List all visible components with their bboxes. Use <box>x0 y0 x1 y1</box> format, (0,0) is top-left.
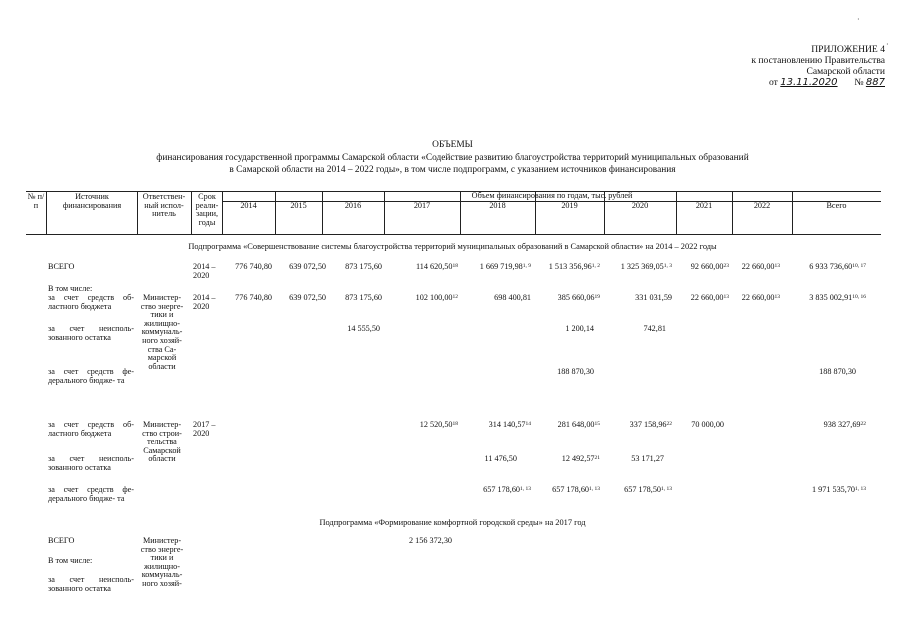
regional-cell-1-value: 639 072,50 <box>289 293 326 302</box>
federal2-cell-2-value: 657 178,50 <box>624 485 661 494</box>
sub2-total-label: ВСЕГО <box>48 536 75 545</box>
unused2-label: за счет неисполь- зованного остатка <box>48 454 134 472</box>
responsible-1: Министер- ство энерге- тики и жилищно- коммуналь- ного хозяй- ства Са- марской области <box>140 293 184 371</box>
from-label: от <box>769 77 778 88</box>
regional-cell-7-footnote: 13 <box>723 294 729 300</box>
federal-2019: 188 870,30 <box>557 367 594 376</box>
regional-cell-2-value: 873 175,60 <box>345 293 382 302</box>
federal-total: 188 870,30 <box>819 367 856 376</box>
regional-cell-5-footnote: 19 <box>594 294 600 300</box>
unused-2019: 1 200,14 <box>565 324 594 333</box>
total-cell-0-value: 776 740,80 <box>235 262 272 271</box>
federal2-label: за счет средств фе- дерального бюдже- та <box>48 485 134 503</box>
header-year-2018: 2018 <box>489 201 506 210</box>
total-cell-3 <box>374 263 458 272</box>
total-cell-4-value: 1 669 719,98 <box>479 262 523 271</box>
total-term: 2014 – 2020 <box>193 262 216 280</box>
regional-cell-4-value: 698 400,81 <box>494 293 531 302</box>
federal2-cell-3 <box>776 486 866 495</box>
federal2-cell-1-footnote: 1, 13 <box>589 486 600 492</box>
sub2-unused-label: за счет неисполь- зованного остатка <box>48 575 134 593</box>
federal2-cell-3-footnote: 1, 13 <box>855 486 866 492</box>
regional2-cell-1-footnote: 14 <box>525 421 531 427</box>
sub2-including-label: В том числе: <box>48 556 93 565</box>
header-group: Объем финансирования по годам, тыс. рублей <box>471 191 633 200</box>
regional-cell-0-value: 776 740,80 <box>235 293 272 302</box>
table-header <box>26 191 881 235</box>
scan-speck: · <box>857 15 860 24</box>
regional-cell-9-footnote: 10, 16 <box>852 294 866 300</box>
total-cell-9-footnote: 10, 17 <box>852 263 866 269</box>
header-source: Источник финансирования <box>62 192 122 210</box>
regional-cell-3 <box>374 294 458 303</box>
federal2-cell-2-footnote: 1, 13 <box>661 486 672 492</box>
regional2-label: за счет средств об- ластного бюджета <box>48 420 134 438</box>
total-cell-7-value: 92 660,00 <box>690 262 724 271</box>
regional2-cell-4-value: 70 000,00 <box>691 420 724 429</box>
doc-subtitle-1: финансирования государственной программы Самарской области «Содействие развитию благоустройства территорий муниципальных образований <box>156 153 749 163</box>
number-label: № <box>854 77 864 88</box>
unused-2020: 742,81 <box>643 324 666 333</box>
appendix-line3: Самарской области <box>806 66 885 77</box>
unused2-cell-2-value: 53 171,27 <box>631 454 664 463</box>
regional-cell-6-value: 331 031,59 <box>635 293 672 302</box>
regional2-cell-3-footnote: 22 <box>666 421 672 427</box>
regional2-cell-5-value: 938 327,69 <box>823 420 861 429</box>
header-total: Всего <box>826 201 847 210</box>
total-cell-6-footnote: 1, 3 <box>663 263 672 269</box>
appendix-block <box>751 44 885 88</box>
unused2-cell-1-footnote: 21 <box>594 455 600 461</box>
regional2-cell-3-value: 337 158,96 <box>629 420 667 429</box>
regional-cell-7-value: 22 660,00 <box>690 293 724 302</box>
header-year-2015: 2015 <box>290 201 307 210</box>
decree-number: 887 <box>865 77 885 88</box>
regional2-cell-1-value: 314 140,57 <box>488 420 526 429</box>
regional-cell-2 <box>298 294 382 303</box>
regional-cell-5-value: 385 660,06 <box>557 293 595 302</box>
regional2-cell-0-footnote: 18 <box>452 421 458 427</box>
regional-cell-8-footnote: 13 <box>774 294 780 300</box>
federal2-cell-1-value: 657 178,60 <box>552 485 589 494</box>
regional-cell-9 <box>782 294 866 303</box>
regional-cell-8 <box>696 294 780 303</box>
total-cell-1-value: 639 072,50 <box>289 262 326 271</box>
subprogram-2-title: Подпрограмма «Формирование комфортной городской среды» на 2017 год <box>319 518 586 527</box>
regional-cell-3-value: 102 100,00 <box>415 293 453 302</box>
doc-title: ОБЪЕМЫ <box>432 140 473 150</box>
regional2-cell-5 <box>782 421 866 430</box>
regional2-cell-0-value: 12 520,50 <box>419 420 453 429</box>
regional2-cell-2-footnote: 15 <box>594 421 600 427</box>
total-cell-4-footnote: 1, 9 <box>522 263 531 269</box>
federal2-cell-0-value: 657 178,60 <box>483 485 520 494</box>
regional-label: за счет средств об- ластного бюджета <box>48 293 134 311</box>
header-year-2020: 2020 <box>631 201 649 210</box>
sub2-total-2017: 2 156 372,30 <box>409 536 452 545</box>
federal2-cell-0-footnote: 1, 13 <box>520 486 531 492</box>
unused-label: за счет неисполь- зованного остатка <box>48 324 134 342</box>
subprogram-1-title: Подпрограмма «Совершенствование системы благоустройства территорий муниципальных образований в Самарской области» на 2014 – 2022 годы <box>188 242 717 251</box>
regional-term: 2014 – 2020 <box>193 293 216 311</box>
total-label: ВСЕГО <box>48 262 75 271</box>
appendix-line1: ПРИЛОЖЕНИЕ 4 <box>811 44 885 55</box>
total-cell-8-footnote: 13 <box>774 263 780 269</box>
header-year-2022: 2022 <box>753 201 771 210</box>
total-cell-2-value: 873 175,60 <box>345 262 382 271</box>
doc-subtitle-2: в Самарской области на 2014 – 2022 годы», в том числе подпрограмм, с указанием источников финансирования <box>229 165 676 175</box>
unused2-cell-0-value: 11 476,50 <box>484 454 517 463</box>
header-year-2017: 2017 <box>413 201 431 210</box>
header-year-2014: 2014 <box>240 201 257 210</box>
total-cell-8-value: 22 660,00 <box>741 262 775 271</box>
scan-speck: · <box>886 40 889 49</box>
sub2-responsible: Министер- ство энерге- тики и жилищно- коммуналь- ного хозяй- <box>140 536 184 588</box>
federal-label: за счет средств фе- дерального бюдже- та <box>48 367 134 385</box>
appendix-date-line <box>751 77 885 88</box>
including-label: В том числе: <box>48 284 93 293</box>
total-cell-2 <box>298 263 382 272</box>
regional2-cell-5-footnote: 22 <box>860 421 866 427</box>
total-cell-9-value: 6 933 736,60 <box>809 262 853 271</box>
total-cell-9 <box>782 263 866 272</box>
total-cell-3-value: 114 620,50 <box>415 262 453 271</box>
regional-cell-8-value: 22 660,00 <box>741 293 775 302</box>
header-no: № п/п <box>27 192 45 210</box>
federal2-cell-3-value: 1 971 535,70 <box>812 485 855 494</box>
header-responsible: Ответствен- ный испол- нитель <box>142 192 186 219</box>
unused-2016: 14 555,50 <box>347 324 380 333</box>
header-term: Срок реали- зации, годы <box>195 192 219 227</box>
decree-date: 13.11.2020 <box>780 77 838 88</box>
appendix-line2: к постановлению Правительства <box>751 55 885 66</box>
federal2-cell-2 <box>582 486 672 495</box>
total-cell-5-footnote: 1, 2 <box>591 263 600 269</box>
regional2-cell-2-value: 281 648,00 <box>557 420 595 429</box>
total-cell-7-footnote: 23 <box>723 263 729 269</box>
total-cell-5-value: 1 513 356,96 <box>548 262 592 271</box>
regional2-cell-4 <box>640 421 724 430</box>
header-year-2016: 2016 <box>344 201 362 210</box>
regional-cell-3-footnote: 12 <box>452 294 458 300</box>
header-year-2021: 2021 <box>695 201 713 210</box>
responsible-2: Министер- ство строи- тельства Самарской области <box>142 420 182 464</box>
total-cell-6-value: 1 325 369,05 <box>620 262 664 271</box>
header-year-2019: 2019 <box>561 201 578 210</box>
unused2-cell-0 <box>433 455 517 464</box>
regional2-cell-0 <box>374 421 458 430</box>
unused2-cell-1-value: 12 492,57 <box>561 454 595 463</box>
regional-cell-9-value: 3 835 002,91 <box>809 293 853 302</box>
regional2-term: 2017 – 2020 <box>193 420 216 438</box>
unused2-cell-2 <box>580 455 664 464</box>
total-cell-8 <box>696 263 780 272</box>
total-cell-3-footnote: 18 <box>452 263 458 269</box>
